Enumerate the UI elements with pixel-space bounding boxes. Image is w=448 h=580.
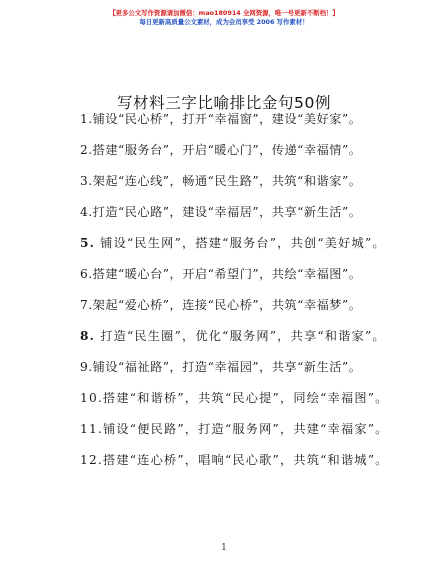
page-number: 1: [221, 543, 227, 553]
list-item: 11.铺设“便民路”，打造“服务网”，共建“幸福家”。: [80, 422, 389, 436]
list-item: 6.搭建“暖心台”，开启“希望门”，共绘“幸福图”。: [80, 267, 362, 281]
list-item: 4.打造“民心路”，建设“幸福居”，共享“新生活”。: [80, 205, 362, 219]
list-item: 1.铺设“民心桥”，打开“幸福窗”，建设“美好家”。: [80, 112, 362, 126]
list-item: 3.架起“连心线”，畅通“民生路”，共筑“和谐家”。: [80, 174, 362, 188]
promo-line-wechat: 【更多公文写作资源请加微信：mao180914 全网资源，唯一号更新不断档！】: [109, 9, 339, 17]
list-item: 5. 铺设“民生网”，搭建“服务台”，共创“美好城”。: [80, 236, 386, 250]
list-item: 2.搭建“服务台”，开启“暖心门”，传递“幸福情”。: [80, 143, 362, 157]
list-item: 9.铺设“福祉路”，打造“幸福园”，共享“新生活”。: [80, 360, 362, 374]
list-item: 7.架起“爱心桥”，连接“民心桥”，共筑“幸福梦”。: [80, 298, 362, 312]
list-item: 10.搭建“和谐桥”，共筑“民心提”，同绘“幸福图”。: [80, 391, 389, 405]
list-item: 12.搭建“连心桥”，唱响“民心歌”，共筑“和谐城”。: [80, 453, 389, 467]
list-item: 8. 打造“民生圈”，优化“服务网”，共享“和谐家”。: [80, 329, 386, 343]
promo-banner: [0, 9, 448, 27]
document-title: 写材料三字比喻排比金句50例: [116, 94, 332, 112]
phrase-list: [80, 108, 390, 472]
promo-line-membership: 每日更新高质量公文素材，成为会员享受 2006 写作素材！: [139, 18, 309, 26]
